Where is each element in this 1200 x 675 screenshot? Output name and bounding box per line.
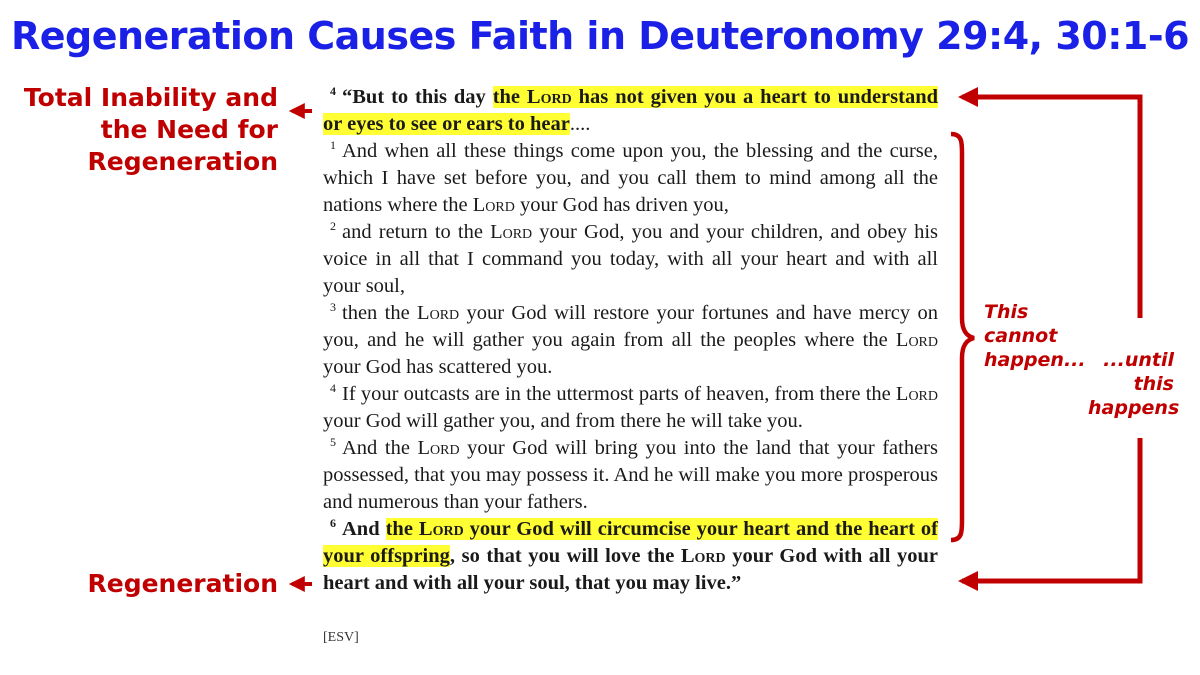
verse-29-4: $^4$ “But to this day the Lord has not given you a heart to understand or eyes to see or ears to hear.... [323, 84, 939, 135]
verse-30-6: $^6$ And the Lord your God will circumcise your heart and the heart of your offspring, so that you will love the Lord your God with all your heart and with all your soul, that you may live.” [323, 516, 939, 594]
bracket-connector-top [962, 97, 1140, 318]
verse-30-1: $^1$ And when all these things come upon you, the blessing and the curse, which I have set before you, and you call them to mind among all the nations where the Lord your God has driven you, [323, 138, 938, 216]
page-title: Regeneration Causes Faith in Deuteronomy 29:4, 30:1-6 [10, 14, 1190, 58]
verse-number: 4 [330, 381, 336, 396]
verse-number: 6 [330, 516, 336, 531]
label-regeneration: Regeneration [87, 569, 278, 598]
verse-number: 5 [330, 435, 336, 450]
curly-brace-icon [951, 134, 974, 540]
verse-30-3: $^3$ then the Lord your God will restore your fortunes and have mercy on you, and he will gather you again from all the peoples where the Lord your God has scattered you. [323, 300, 938, 378]
label-this-cannot-happen: This cannot happen... [984, 301, 1086, 371]
verse-number: 1 [330, 138, 336, 153]
verse-number: 3 [330, 300, 336, 315]
verse-30-4: $^4$ If your outcasts are in the uttermost parts of heaven, from there the Lord your God will gather you, and from there he will take you. [323, 381, 938, 432]
verse-30-5: $^5$ And the Lord your God will bring you into the land that your fathers possessed, that you may possess it. And he will make you more prosperous and numerous than your fathers. [323, 435, 938, 513]
verse-number: 4 [330, 84, 336, 99]
verse-30-2: $^2$ and return to the Lord your God, you and your children, and obey his voice in all that I command you today, with all your heart and with all your soul, [323, 219, 938, 297]
label-until-this-happens: ...until this happens [1088, 349, 1180, 419]
bracket-connector-bottom [962, 438, 1140, 581]
label-total-inability: Total Inability and the Need for Regeneration [23, 83, 278, 176]
source-citation: [ESV] [323, 630, 359, 645]
verse-number: 2 [330, 219, 336, 234]
